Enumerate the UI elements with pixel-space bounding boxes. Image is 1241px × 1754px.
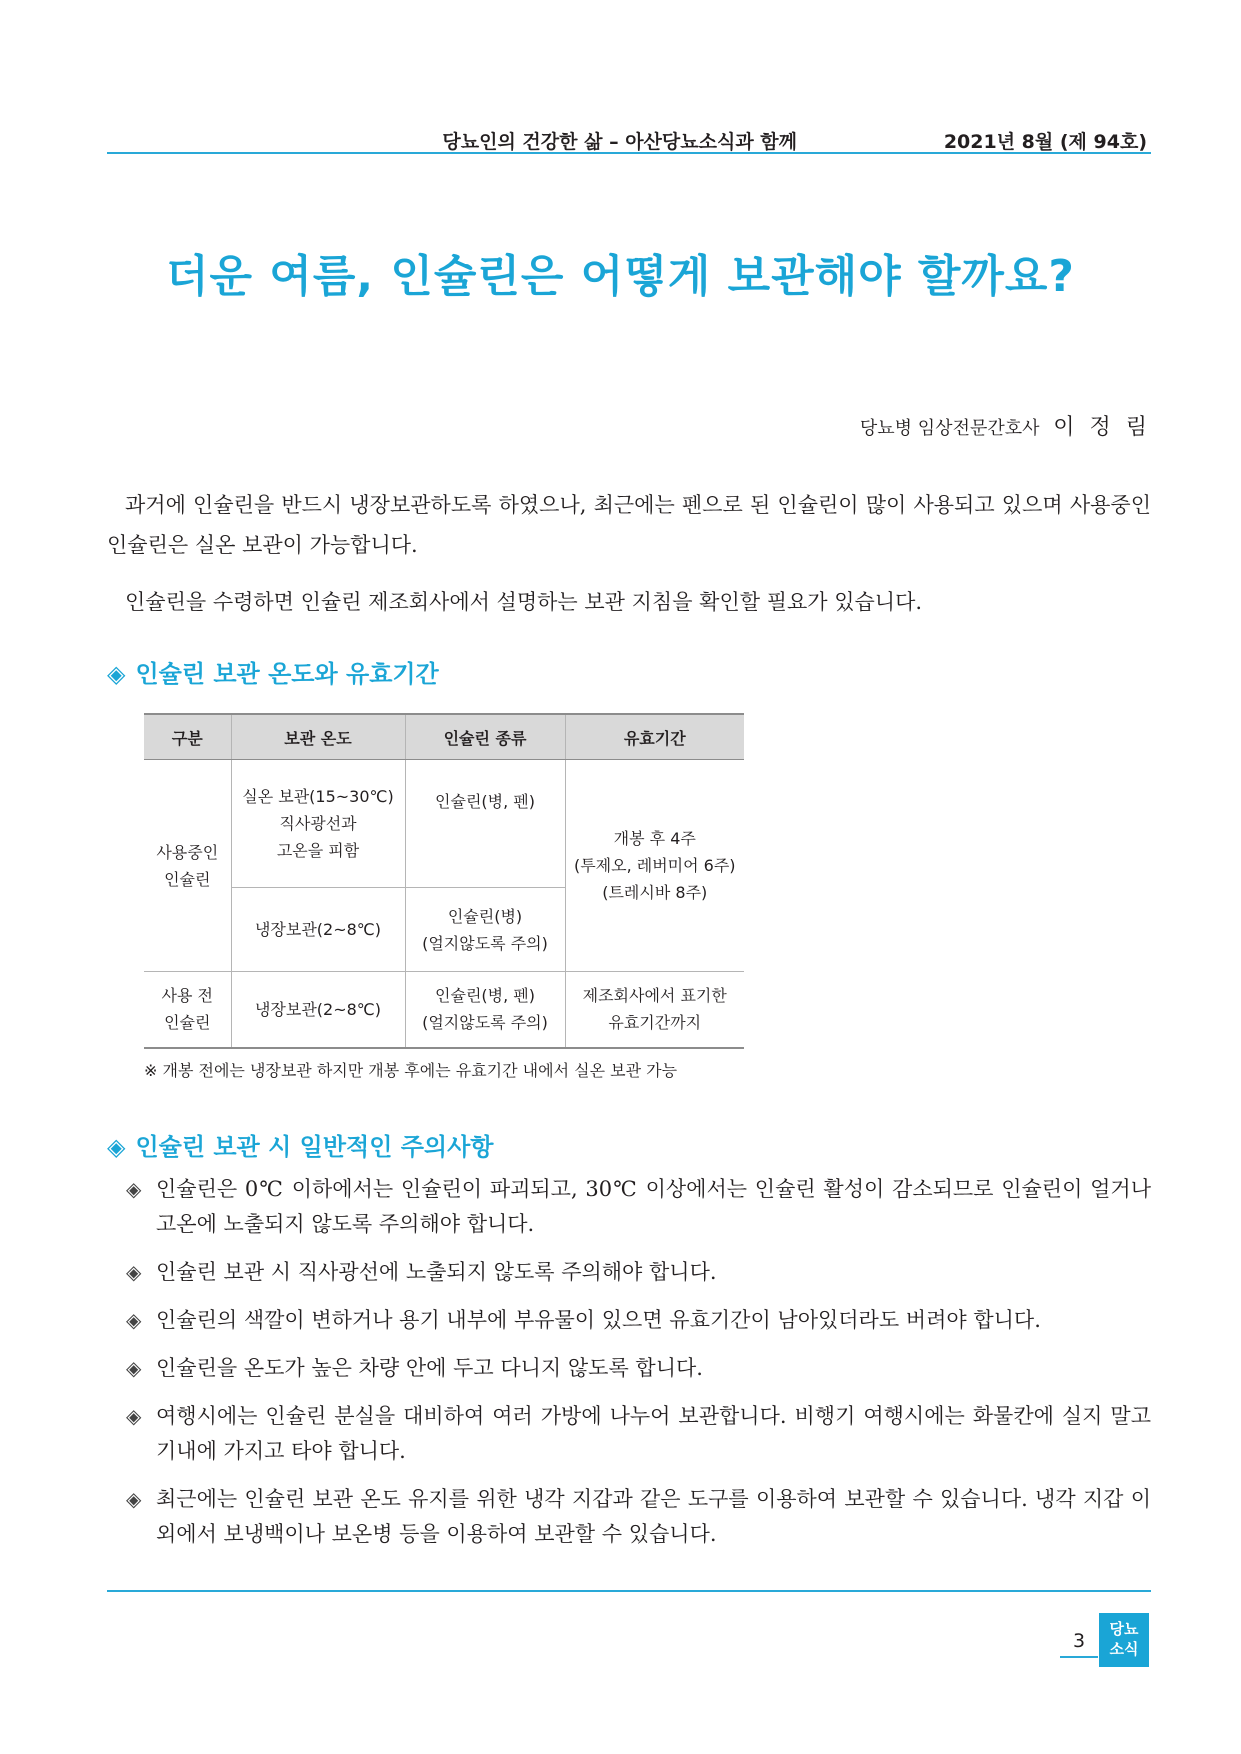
table-row	[144, 760, 744, 888]
diamond-bullet-icon: ◈	[107, 1133, 126, 1161]
table-header-cell: 유효기간	[565, 714, 744, 760]
table-header-cell: 인슐린 종류	[405, 714, 565, 760]
cell-line: 인슐린(병, 펜)	[435, 986, 535, 1006]
issue-info: 2021년 8월 (제 94호)	[943, 131, 1147, 153]
badge-line: 당뇨	[1109, 1620, 1139, 1638]
fridge-before-type-cell	[405, 972, 565, 1048]
cell-line: 인슐린	[164, 1013, 211, 1033]
newsletter-badge	[1099, 1613, 1149, 1667]
author-role: 당뇨병 임상전문간호사	[859, 418, 1040, 439]
list-item	[126, 1482, 1151, 1552]
cell-line: (투제오, 레버미어 6주)	[573, 856, 736, 875]
storage-table	[144, 713, 744, 1049]
list-item	[126, 1351, 1151, 1386]
diamond-bullet-icon: ◈	[107, 660, 126, 688]
cell-line: 실온 보관(15~30℃)	[242, 787, 394, 806]
section-storage-heading	[107, 654, 439, 689]
section-caution-title: 인슐린 보관 시 일반적인 주의사항	[135, 1133, 494, 1161]
cell-line: 인슐린	[164, 869, 211, 889]
caution-text: 인슐린은 0℃ 이하에서는 인슐린이 파괴되고, 30℃ 이상에서는 인슐린 활성이 감소되므로 인슐린이 얼거나 고온에 노출되지 않도록 주의해야 합니다.	[156, 1177, 1151, 1236]
footer-divider	[107, 1590, 1151, 1592]
section-caution-heading	[107, 1127, 493, 1162]
caution-text: 인슐린의 색깔이 변하거나 용기 내부에 부유물이 있으면 유효기간이 남아있더라도 버려야 합니다.	[156, 1308, 1041, 1332]
article-title: 더운 여름, 인슐린은 어떻게 보관해야 할까요?	[166, 251, 1075, 302]
diamond-bullet-icon: ◈	[126, 1177, 142, 1201]
diamond-bullet-icon: ◈	[126, 1308, 142, 1332]
author-line	[860, 410, 1151, 441]
table-row	[144, 972, 744, 1048]
cell-line: 유효기간까지	[608, 1013, 702, 1033]
cell-line: 고온을 피함	[276, 841, 360, 860]
cell-line: 사용중인	[156, 842, 219, 862]
cell-line: 개봉 후 4주	[613, 829, 696, 848]
intro-paragraph-1: 과거에 인슐린을 반드시 냉장보관하도록 하였으나, 최근에는 펜으로 된 인슐린이 많이 사용되고 있으며 사용중인 인슐린은 실온 보관이 가능합니다.	[107, 493, 1151, 557]
intro-paragraph-2: 인슐린을 수령하면 인슐린 제조회사에서 설명하는 보관 지침을 확인할 필요가 있습니다.	[125, 590, 923, 614]
page-number: 3	[1060, 1630, 1098, 1658]
caution-text: 여행시에는 인슐린 분실을 대비하여 여러 가방에 나누어 보관합니다. 비행기 여행시에는 화물칸에 실지 말고 기내에 가지고 타야 합니다.	[156, 1404, 1151, 1463]
badge-line: 소식	[1109, 1640, 1139, 1658]
diamond-bullet-icon: ◈	[126, 1260, 142, 1284]
cell-line: 직사광선과	[279, 814, 357, 833]
list-item	[126, 1172, 1151, 1242]
cell-line: 사용 전	[161, 986, 213, 1006]
before-use-expiry-cell	[565, 972, 744, 1048]
list-item	[126, 1399, 1151, 1469]
in-use-label-cell	[144, 760, 231, 972]
cell-line: 인슐린(병, 펜)	[435, 791, 535, 811]
section-storage-title: 인슐린 보관 온도와 유효기간	[135, 660, 439, 688]
diamond-bullet-icon: ◈	[126, 1356, 142, 1380]
table-header-row	[144, 714, 744, 760]
caution-text: 최근에는 인슐린 보관 온도 유지를 위한 냉각 지갑과 같은 도구를 이용하여 보관할 수 있습니다. 냉각 지갑 이외에서 보냉백이나 보온병 등을 이용하여 보관할 수 있습니다.	[156, 1487, 1151, 1546]
list-item	[126, 1255, 1151, 1290]
cell-line: 제조회사에서 표기한	[582, 986, 727, 1006]
table-footnote: ※ 개봉 전에는 냉장보관 하지만 개봉 후에는 유효기간 내에서 실온 보관 가능	[144, 1061, 678, 1080]
diamond-bullet-icon: ◈	[126, 1487, 142, 1511]
cell-line: (얼지않도록 주의)	[422, 1013, 548, 1033]
cell-line: 인슐린(병)	[447, 906, 523, 926]
before-use-label-cell	[144, 972, 231, 1048]
caution-text: 인슐린 보관 시 직사광선에 노출되지 않도록 주의해야 합니다.	[156, 1260, 717, 1284]
fridge-in-use-type-cell	[405, 888, 565, 972]
room-temp-cell	[231, 760, 405, 888]
cell-line: (얼지않도록 주의)	[422, 933, 548, 953]
fridge-before-cell: 냉장보관(2~8℃)	[231, 972, 405, 1048]
page-header	[107, 120, 1151, 154]
author-name: 이 정 림	[1053, 415, 1151, 440]
caution-text: 인슐린을 온도가 높은 차량 안에 두고 다니지 않도록 합니다.	[156, 1356, 703, 1380]
diamond-bullet-icon: ◈	[126, 1404, 142, 1428]
fridge-in-use-cell: 냉장보관(2~8℃)	[231, 888, 405, 972]
cell-line: (트레시바 8주)	[602, 883, 708, 902]
caution-list	[126, 1172, 1151, 1565]
table-header-cell: 보관 온도	[231, 714, 405, 760]
room-temp-type-cell	[405, 760, 565, 888]
table-header-cell: 구분	[144, 714, 231, 760]
publication-name: 당뇨인의 건강한 삶 – 아산당뇨소식과 함께	[442, 131, 797, 153]
list-item	[126, 1303, 1151, 1338]
in-use-expiry-cell	[565, 760, 744, 972]
